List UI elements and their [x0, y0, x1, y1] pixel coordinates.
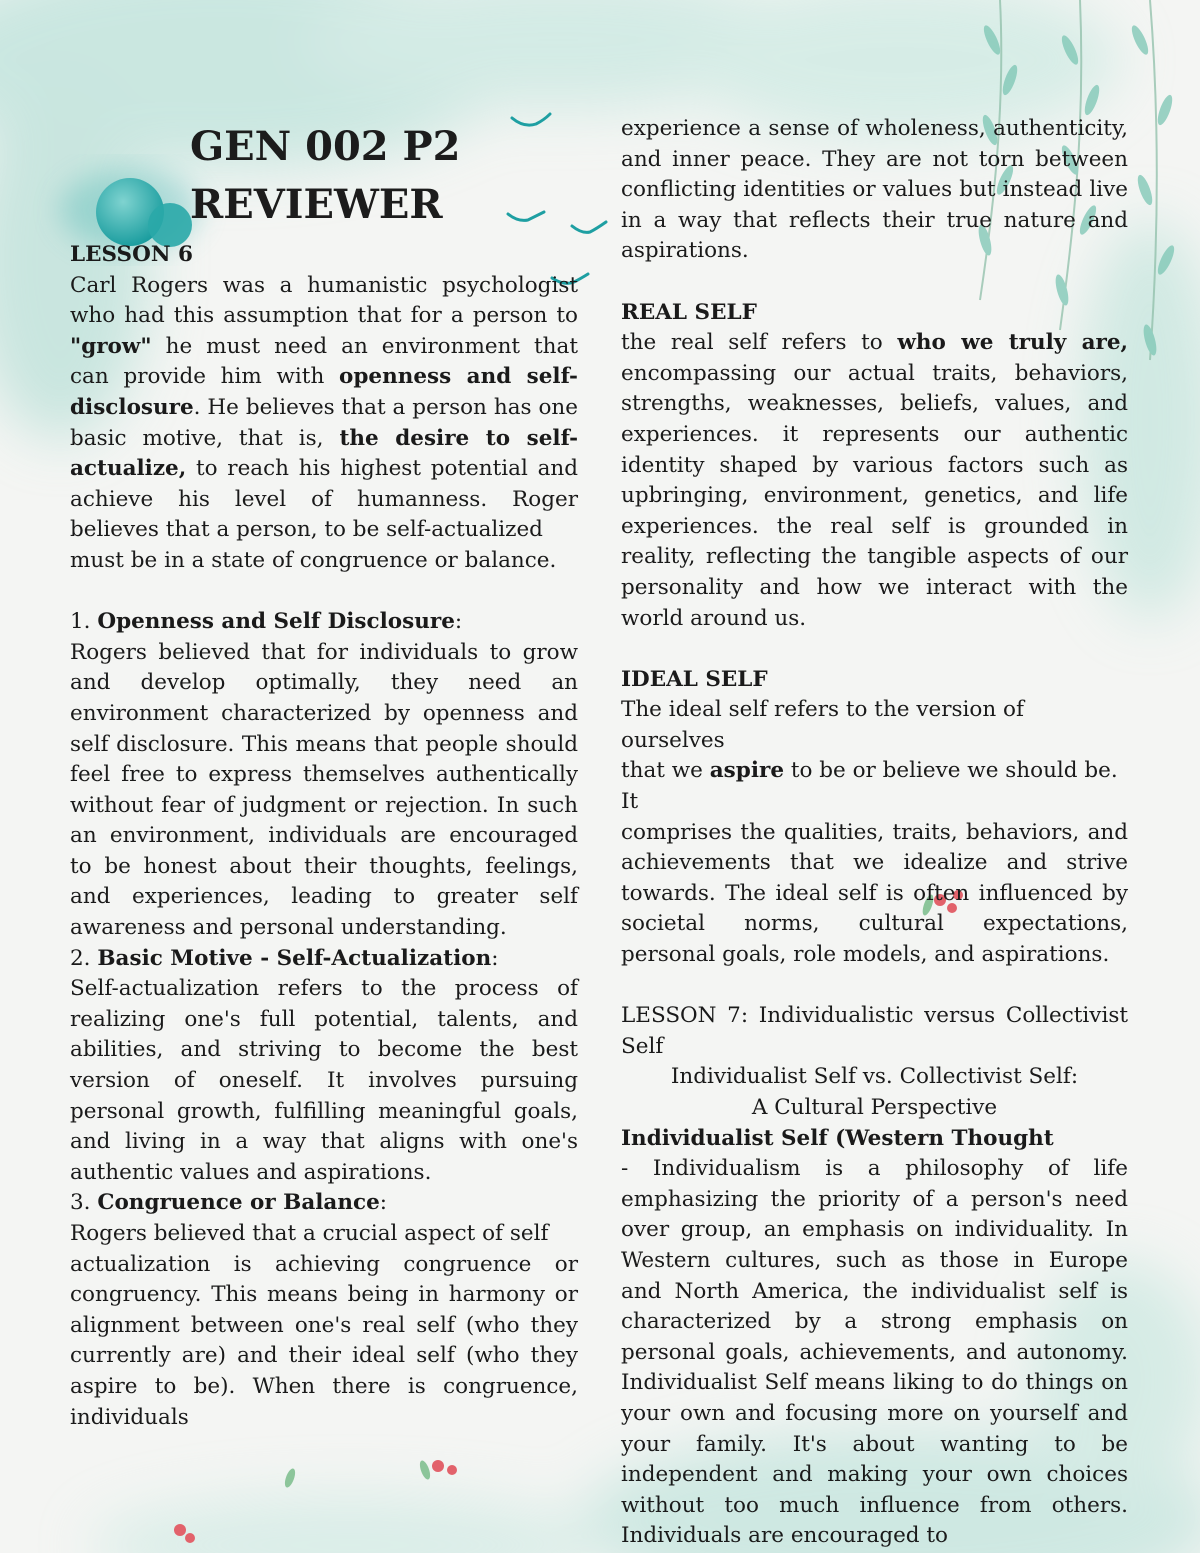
title-line-1: GEN 002 P2 [190, 123, 461, 170]
section-2-heading: 2. Basic Motive - Self-Actualization: [70, 945, 499, 971]
continuation-paragraph: experience a sense of wholeness, authenticity, and inner peace. They are not torn between conflicting identities or values but instead live in a way that reflects their true nature and aspirations. [621, 116, 1128, 264]
ideal-self-heading: IDEAL SELF [621, 666, 768, 692]
section-3-line-1: Rogers believed that a crucial aspect of self [70, 1221, 549, 1246]
page-title [190, 118, 460, 234]
ideal-self-line-2: that we aspire to be or believe we should be. It [621, 758, 1118, 815]
section-2-body: Self-actualization refers to the process of realizing one's full potential, talents, and abilities, and striving to become the best version of oneself. It involves pursuing personal growth, fulfilling meaningful goals, and living in a way that aligns with one's authentic values and aspirations. [70, 976, 578, 1185]
section-3-body: actualization is achieving congruence or congruency. This means being in harmony or alignment between one's real self (who they currently are) and their ideal self (who they aspire to be). When there is congruence, individuals [70, 1251, 578, 1430]
lesson-7-heading: LESSON 7: Individualistic versus Collectivist Self [621, 1003, 1128, 1059]
lesson-7-subtitle-1: Individualist Self vs. Collectivist Self: [670, 1064, 1079, 1090]
intro-paragraph-end: must be in a state of congruence or balance. [70, 547, 557, 573]
lesson-6-heading: LESSON 6 [70, 242, 193, 267]
title-line-2: REVIEWER [190, 181, 443, 228]
intro-paragraph: Carl Rogers was a humanistic psychologist who had this assumption that for a person to "grow" he must need an environment that can provide him with openness and self-disclosure. He believes that a person has one basic motive, that is, the desire to self-actualize, to reach his highest potential and achieve his level of humanness. Roger believes that a person, to be self-actualized [70, 272, 578, 543]
individualist-heading: Individualist Self (Western Thought [621, 1125, 1054, 1151]
section-1-heading: 1. Openness and Self Disclosure: [70, 609, 463, 635]
lesson-7-subtitle-2: A Cultural Perspective [751, 1095, 998, 1120]
section-1-body: Rogers believed that for individuals to grow and develop optimally, they need an environment characterized by openness and self disclosure. This means that people should feel free to express themselves authentically without fear of judgment or rejection. In such an environment, individuals are encouraged to be honest about their thoughts, feelings, and experiences, leading to greater self awareness and personal understanding. [70, 639, 578, 941]
real-self-body: the real self refers to who we truly are, encompassing our actual traits, behaviors, strengths, weaknesses, beliefs, values, and experiences. it represents our authentic identity shaped by various factors such as upbringing, environment, genetics, and life experiences. the real self is grounded in reality, reflecting the tangible aspects of our personality and how we interact with the world around us. [621, 330, 1128, 631]
right-column [621, 114, 1128, 1552]
ideal-self-line-1: The ideal self refers to the version of ourselves [621, 697, 1024, 753]
individualist-body: - Individualism is a philosophy of life emphasizing the priority of a person's need over group, an emphasis on individuality. In Western cultures, such as those in Europe and North America, the individualist self is characterized by a strong emphasis on personal goals, achievements, and autonomy. Individualist Self means liking to do things on your own and focusing more on yourself and your family. It's about wanting to be independent and making your own choices without too much influence from others. Individuals are encouraged to [621, 1156, 1128, 1549]
section-3-heading: 3. Congruence or Balance: [70, 1190, 388, 1216]
ideal-self-body: comprises the qualities, traits, behaviors, and achievements that we idealize and strive towards. The ideal self is often influenced by societal norms, cultural expectations, personal goals, role models, and aspirations. [621, 819, 1128, 968]
real-self-heading: REAL SELF [621, 299, 757, 325]
left-column [70, 240, 578, 1433]
